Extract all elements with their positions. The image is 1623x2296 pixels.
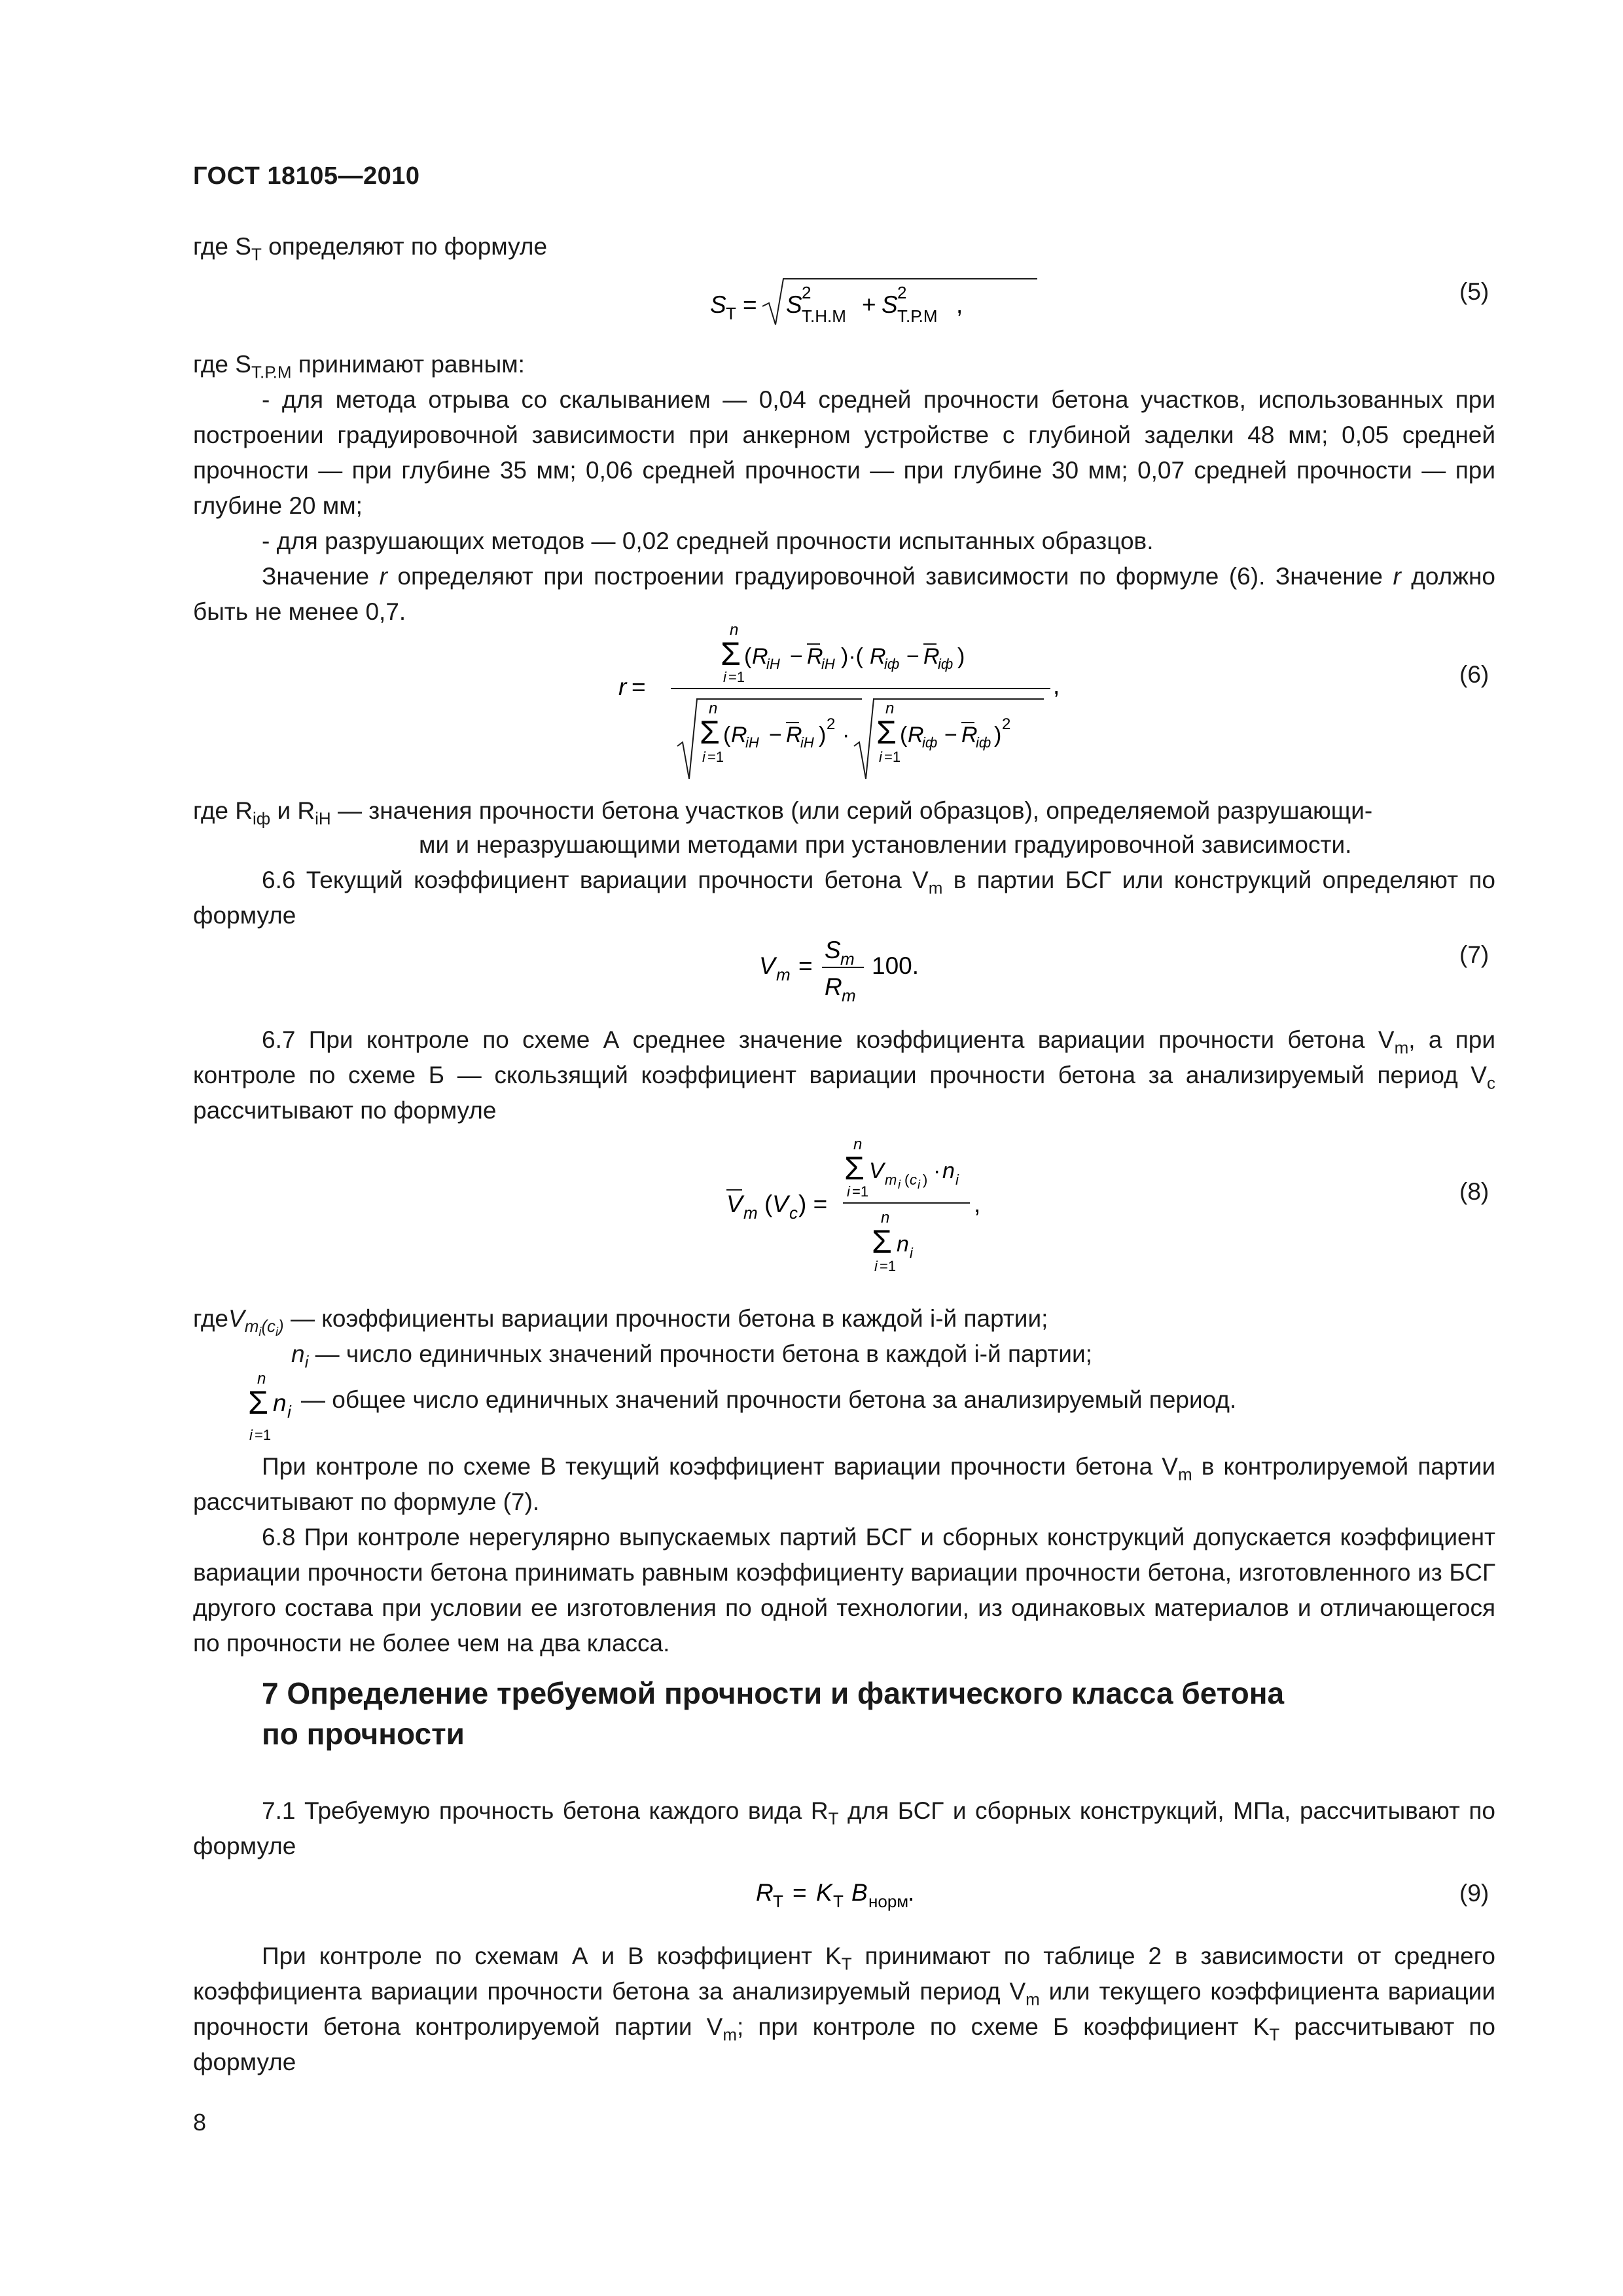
svg-text:S: S <box>710 291 726 318</box>
svg-text:Σ: Σ <box>872 1223 892 1260</box>
svg-text:R: R <box>731 723 747 747</box>
equation-number-9: (9) <box>1459 1880 1489 1907</box>
svg-text:Т.Р.М: Т.Р.М <box>897 306 938 326</box>
svg-text:S: S <box>825 937 841 963</box>
svg-text:R: R <box>961 723 978 747</box>
svg-text:m: m <box>840 949 855 969</box>
svg-text:i: i <box>723 669 726 685</box>
svg-text:=1: =1 <box>880 1258 897 1274</box>
svg-text:S: S <box>786 291 802 318</box>
svg-text:·: · <box>933 1158 941 1183</box>
svg-text:R: R <box>923 644 940 669</box>
svg-text:iф: iф <box>884 656 900 672</box>
svg-text:V: V <box>759 952 776 979</box>
document-header: ГОСТ 18105—2010 <box>193 162 420 190</box>
svg-text:) =: ) = <box>798 1191 828 1217</box>
svg-text:i: i <box>879 749 882 765</box>
formula-8-svg <box>726 1132 1001 1283</box>
svg-text:r: r <box>618 673 627 700</box>
svg-text:,: , <box>974 1191 981 1217</box>
paragraph-r-definitions: где $R_{iф}$ и $R_{iH}$ — значения прочности бетона участков (или серий образцов), определяемой разрушающи- <box>193 797 1373 829</box>
svg-text:i: i <box>874 1258 878 1274</box>
svg-text:iф: iф <box>938 656 954 672</box>
svg-text:iH: iH <box>800 734 814 751</box>
svg-text:=1: =1 <box>852 1183 869 1200</box>
where-ni-line: $n_i$ — число единичных значений прочности бетона в каждой i-й партии; <box>291 1340 1092 1372</box>
svg-text:норм: норм <box>868 1892 909 1911</box>
formula-7-svg <box>759 929 955 1014</box>
svg-text:Т: Т <box>833 1892 844 1911</box>
svg-text:i: i <box>287 1402 291 1422</box>
svg-text:m: m <box>776 965 791 984</box>
formula-6-svg <box>618 622 1077 785</box>
paragraph-r-definitions-cont: ми и неразрушающими методами при установлении градуировочной зависимости. <box>419 831 1352 858</box>
svg-text:): ) <box>819 723 827 747</box>
svg-text:): ) <box>923 1172 928 1188</box>
paragraph-6-7: 6.7 При контроле по схеме А среднее значение коэффициента вариации прочности бетона $V_m$, а при контроле по схеме Б — скользящий коэффициент вариации прочности бетона за анализируемый период $V_c$ рассчитывают по формуле <box>193 1026 1495 1124</box>
svg-text:iH: iH <box>745 734 759 751</box>
equation-number-8: (8) <box>1459 1178 1489 1205</box>
svg-text:Σ: Σ <box>844 1150 865 1187</box>
formula-9 <box>756 1872 978 1924</box>
equation-number-5: (5) <box>1459 278 1489 305</box>
svg-text:−: − <box>906 644 919 669</box>
formula-5-svg <box>710 274 1050 332</box>
svg-text:2: 2 <box>1002 715 1011 733</box>
svg-text:=: = <box>743 291 757 318</box>
section-7-heading-line2: по прочности <box>262 1717 465 1751</box>
formula-6 <box>618 622 1077 791</box>
svg-text:−: − <box>944 723 957 747</box>
svg-text:iH: iH <box>821 656 835 672</box>
svg-text:): ) <box>957 644 965 669</box>
formula-5 <box>710 274 1050 338</box>
svg-text:(: ( <box>744 644 752 669</box>
svg-text:m: m <box>743 1203 758 1223</box>
svg-text:=: = <box>793 1879 807 1906</box>
svg-text:): ) <box>994 723 1002 747</box>
svg-text:Σ: Σ <box>721 636 741 672</box>
svg-text:K: K <box>816 1879 832 1906</box>
svg-text:c: c <box>910 1172 917 1188</box>
svg-text:Σ: Σ <box>876 714 897 751</box>
paragraph-pullout-method: - для метода отрыва со скалыванием — 0,04 средней прочности бетона участков, использованных при построении градуировочной зависимости при анкерном устройстве с глубиной заделки 48 мм; 0,05 средней прочности — при глубине 35 мм; 0,06 средней прочности — при глубине 30 мм; 0,07 средней прочности — при глубине 20 мм; <box>193 386 1495 519</box>
svg-text:i: i <box>847 1183 850 1200</box>
svg-text:n: n <box>257 1370 266 1388</box>
svg-text:,: , <box>1053 672 1060 699</box>
section-7-heading-line1: 7 Определение требуемой прочности и фактического класса бетона <box>262 1676 1285 1710</box>
svg-text:=: = <box>798 952 813 979</box>
paragraph-6-8: 6.8 При контроле нерегулярно выпускаемых партий БСГ и сборных конструкций допускается коэффициент вариации прочности бетона принимать равным коэффициенту вариации прочности бетона, изготовленного из БСГ другого состава при условии ее изготовления по одной технологии, из одинаковых материалов и отличающегося по прочности не более чем на два класса. <box>193 1524 1495 1657</box>
svg-text:Т: Т <box>773 1892 783 1911</box>
section-7-heading <box>262 1673 1284 1754</box>
svg-text:Σ: Σ <box>248 1384 268 1421</box>
svg-text:m: m <box>842 986 856 1005</box>
formula-9-svg <box>756 1872 978 1918</box>
svg-text:R: R <box>786 723 802 747</box>
svg-text:S: S <box>882 291 898 318</box>
svg-text:R: R <box>756 1879 774 1906</box>
svg-text:n: n <box>897 1232 909 1257</box>
svg-text:n: n <box>853 1136 863 1153</box>
paragraph-7-1: 7.1 Требуемую прочность бетона каждого вида $R_Т$ для БСГ и сборных конструкций, МПа, рассчитывают по формуле <box>193 1797 1496 1859</box>
svg-text:(: ( <box>900 723 908 747</box>
svg-text:V: V <box>772 1191 789 1217</box>
formula-7 <box>759 929 955 1020</box>
svg-text:c: c <box>789 1203 798 1223</box>
svg-text:Σ: Σ <box>700 714 720 751</box>
svg-text:Т.Н.М: Т.Н.М <box>802 306 846 326</box>
svg-text:i: i <box>249 1427 253 1443</box>
svg-text:n: n <box>709 700 718 717</box>
svg-text:R: R <box>908 723 924 747</box>
svg-text:(: ( <box>723 723 731 747</box>
where-vmi-line: гдеV$_{m_i(c_i)}$ — коэффициенты вариации прочности бетона в каждой i-й партии; <box>193 1305 1048 1339</box>
formula-8 <box>726 1132 1001 1289</box>
svg-text:i: i <box>910 1245 913 1261</box>
svg-text:+: + <box>862 291 876 318</box>
svg-text:i: i <box>898 1178 901 1191</box>
paragraph-r-value: Значение r определяют при построении градуировочной зависимости по формуле (6). Значение r должно быть не менее 0,7. <box>193 563 1495 625</box>
equation-number-6: (6) <box>1459 661 1489 688</box>
svg-text:i: i <box>918 1178 920 1191</box>
paragraph-scheme-a-v: При контроле по схемам А и В коэффициент $K_Т$ принимают по таблице 2 в зависимости от среднего коэффициента вариации прочности бетона за анализируемый период $V_m$ или текущего коэффициента вариации прочности бетона контролируемой партии $V_m$; при контроле по схеме Б коэффициент $K_Т$ рассчитывают по формуле <box>193 1943 1495 2075</box>
svg-text:m: m <box>885 1172 897 1188</box>
paragraph-scheme-v: При контроле по схеме В текущий коэффициент вариации прочности бетона $V_m$ в контролируемой партии рассчитывают по формуле (7). <box>193 1453 1495 1515</box>
svg-text:=1: =1 <box>728 669 745 685</box>
svg-text:(: ( <box>904 1172 910 1188</box>
svg-text:=1: =1 <box>707 749 724 765</box>
paragraph-st-intro: где $S_Т$ определяют по формуле <box>193 233 548 264</box>
svg-text:R: R <box>807 644 823 669</box>
paragraph-destructive-methods: - для разрушающих методов — 0,02 средней прочности испытанных образцов. <box>262 528 1154 554</box>
svg-text:−: − <box>790 644 803 669</box>
svg-text:R: R <box>752 644 768 669</box>
svg-text:2: 2 <box>827 715 836 733</box>
svg-text:=: = <box>632 673 646 700</box>
where-sum-ni-text: — общее число единичных значений прочности бетона за анализируемый период. <box>301 1386 1237 1413</box>
svg-text:(: ( <box>764 1191 773 1217</box>
svg-text:iф: iф <box>976 734 991 751</box>
svg-text:i: i <box>702 749 705 765</box>
svg-text:n: n <box>273 1390 287 1416</box>
svg-text:)·(: )·( <box>841 644 863 669</box>
svg-text:n: n <box>730 622 739 639</box>
svg-text:B: B <box>851 1879 868 1906</box>
svg-text:n: n <box>942 1158 955 1183</box>
svg-text:i: i <box>955 1172 959 1188</box>
svg-text:2: 2 <box>802 283 812 302</box>
svg-text:n: n <box>885 700 895 717</box>
svg-text:iф: iф <box>922 734 938 751</box>
svg-text:·: · <box>842 723 850 747</box>
svg-text:=1: =1 <box>255 1427 272 1443</box>
svg-text:,: , <box>956 291 963 318</box>
svg-text:R: R <box>825 973 842 1000</box>
svg-text:−: − <box>769 723 782 747</box>
equation-number-7: (7) <box>1459 941 1489 968</box>
svg-text:iH: iH <box>766 656 780 672</box>
paragraph-6-6: 6.6 Текущий коэффициент вариации прочности бетона $V_m$ в партии БСГ или конструкций определяют по формуле <box>193 867 1495 929</box>
svg-text:n: n <box>881 1209 890 1227</box>
svg-text:V: V <box>726 1191 743 1217</box>
svg-text:.: . <box>908 1879 915 1906</box>
svg-text:R: R <box>870 644 886 669</box>
svg-text:2: 2 <box>897 283 907 302</box>
page-number: 8 <box>193 2109 207 2136</box>
svg-text:V: V <box>869 1158 884 1183</box>
svg-text:100.: 100. <box>872 952 919 979</box>
svg-text:=1: =1 <box>884 749 901 765</box>
paragraph-stpm: где $S_{Т.Р.М}$ принимают равным: <box>193 351 525 382</box>
svg-text:Т: Т <box>726 304 736 323</box>
